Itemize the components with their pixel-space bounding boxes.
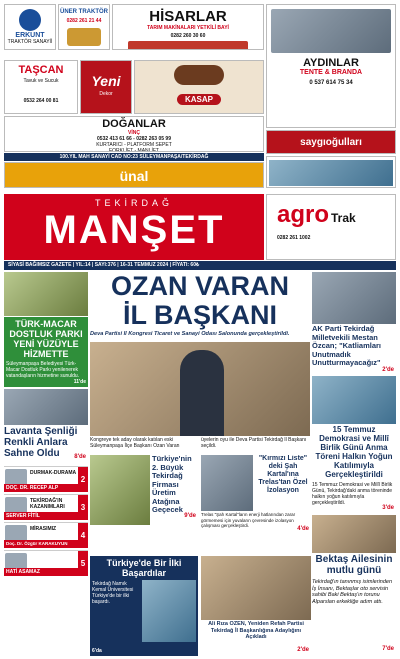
- right-story3[interactable]: [312, 554, 396, 654]
- agro-title: agro: [277, 201, 330, 228]
- mid-story3-title: Türkiye'de Bir İlki Başardılar: [106, 558, 182, 578]
- mid-story3[interactable]: [90, 556, 198, 656]
- column-2-topic: TEKİRDAĞ'IN KAZANIMLARI: [30, 498, 65, 510]
- right-story3-body: Tekirdağ'ın tanınmış isimlerinden İş İnsanı, Bektaşlar oto servisin sahibi Baki Bektaş'ın torunu Alparslan erkekliğe adım attı.: [312, 579, 393, 605]
- column-3-page: 4: [78, 523, 88, 548]
- right-story2-photo[interactable]: [312, 376, 396, 424]
- left-story1-body: Süleymanpaşa Belediyesi Türk-Macar Dostluk Parkı yenilenerek vatandaşların hizmetine sunuldu.: [6, 361, 80, 379]
- saygiogullari-title: saygıoğulları: [300, 137, 362, 148]
- erkunt-logo-icon: [19, 9, 41, 31]
- hisarlar-phone: 0282 260 30 60: [170, 33, 206, 39]
- mid-story1[interactable]: [152, 455, 198, 555]
- ad-agrotrak[interactable]: [266, 194, 396, 260]
- right-story1[interactable]: [312, 325, 396, 375]
- lead-subhead: Deva Partisi İl Kongresi Ticaret ve Sanayi Odası Salonunda gerçekleştirildi.: [90, 331, 290, 337]
- mid-story2-title: "Kırmızı Liste" deki Şah Kartal'ına Trelas'tan Özel İzolasyon: [258, 455, 308, 494]
- agro-phone: 0282 261 1002: [277, 235, 311, 241]
- masthead-strap: SİYASİ BAĞIMSIZ GAZETE | YIL:14 | SAYI:376 | 16-31 TEMMUZ 2024 | FİYATI: 60₺: [8, 262, 200, 268]
- agro-sub: Trak: [331, 211, 356, 225]
- ad-yeni[interactable]: [80, 60, 132, 114]
- mid-story1-photo[interactable]: [90, 455, 150, 525]
- tascan-sub: Tavuk ve Sucuk: [23, 78, 59, 84]
- right-story3-photo[interactable]: [312, 515, 396, 553]
- sanayi-address: 100.YIL MAH SANAYİ CAD NO:23 SÜLEYMANPAŞA/TEKİRDAĞ: [59, 154, 209, 160]
- column-3[interactable]: [4, 522, 88, 548]
- mid-story4-photo[interactable]: [201, 556, 311, 620]
- yeni-title: Yeni: [91, 73, 121, 89]
- left-story2-title: Lavanta Şenliği Renkli Anlara Sahne Oldu: [4, 426, 78, 459]
- right-story2-page: 3'de: [382, 505, 394, 511]
- column-1-author: DOÇ. DR. RECEP ALP: [4, 484, 78, 492]
- right-story3-page: 7'de: [382, 646, 394, 652]
- portrait-figure: [180, 350, 224, 436]
- left-story1-page: 11'de: [73, 379, 86, 385]
- ad-uner[interactable]: [58, 4, 110, 50]
- right-story1-page: 2'de: [382, 367, 394, 373]
- ad-tascan[interactable]: [4, 60, 78, 114]
- ad-hisarlar[interactable]: [112, 4, 264, 50]
- mid-story3-page: 6'da: [92, 648, 102, 654]
- column-2-author: SERVER FİTİL: [4, 512, 78, 520]
- mid-story4-title: Ali Rıza ÖZEN, Yeniden Refah Partisi Tekirdağ İl Başkanlığına Adaylığını Açıkladı: [208, 621, 304, 640]
- yeni-sub: Dekor: [99, 91, 113, 97]
- left-story2[interactable]: [4, 426, 88, 462]
- aydinlar-title: AYDINLAR: [303, 57, 359, 69]
- ad-saygiogullari[interactable]: [266, 130, 396, 154]
- mid-story2[interactable]: [255, 455, 311, 517]
- doganlar-title: DOĞANLAR: [102, 118, 166, 130]
- lead-headline-line2: İL BAŞKANI: [122, 300, 277, 330]
- cow-icon: [174, 65, 224, 85]
- right-story3-title: Bektaş Ailesinin mutlu günü: [315, 554, 393, 576]
- lead-headline-line1: OZAN VARAN: [111, 272, 289, 301]
- mid-story3-body: Tekirdağ Namık Kemal Üniversitesi Türkiye'de bir ilki başardı.: [92, 581, 134, 605]
- sanayi-address-bar: [4, 153, 264, 161]
- mid-story2-body-block[interactable]: [201, 512, 311, 532]
- mid-story2-photo[interactable]: [201, 455, 253, 511]
- column-3-author: Doç. Dr. Özgür KARAKUYUN: [4, 540, 78, 548]
- right-story1-photo[interactable]: [312, 272, 396, 324]
- doganlar-line2: KURTARICI - PLATFORM SEPET: [96, 142, 172, 148]
- left-story1[interactable]: [4, 317, 88, 387]
- ad-unal[interactable]: [4, 162, 264, 188]
- mid-story3-photo: [142, 580, 196, 642]
- ad-trucks[interactable]: [266, 156, 396, 188]
- masthead: [4, 194, 264, 260]
- right-story2-title: 15 Temmuz Demokrasi ve Millî Birlik Günü Anma Töreni Halkın Yoğun Katılımıyla Gerçekleştirildi: [315, 425, 393, 479]
- uner-phone: 0282 261 21 44: [66, 18, 102, 24]
- doganlar-sub: VİNÇ: [128, 130, 140, 136]
- column-1-page: 2: [78, 467, 88, 492]
- column-2[interactable]: [4, 494, 88, 520]
- mid-story4-page: 2'de: [297, 647, 309, 653]
- left-story2-photo[interactable]: [4, 389, 88, 425]
- ad-erkunt[interactable]: [4, 4, 56, 50]
- column-4-author: HATİ ASAMAZ: [4, 568, 78, 576]
- erkunt-brand: ERKUNT: [15, 32, 45, 39]
- column-4-page: 5: [78, 551, 88, 576]
- masthead-city: TEKİRDAĞ: [94, 198, 173, 208]
- left-story1-title: TÜRK-MACAR DOSTLUK PARKI YENİ YÜZÜYLE HİZMETTE: [9, 319, 83, 359]
- lead-caption-left: Kongreye tek aday olarak katılan eski Süleymanpaşa İlçe Başkanı Ozan Varan: [90, 437, 180, 449]
- mid-story1-title: Türkiye'nin 2. Büyük Tekirdağ Firması Üretim Atağına Geçecek: [152, 455, 192, 514]
- right-story2-body: 15 Temmuz Demokrasi ve Millî Birlik Günü, Tekirdağ'daki anma töreninde halkın yoğun katılımıyla gerçekleştirildi.: [312, 482, 393, 506]
- mid-story2-body: Trelas "Şah Kartal"ların enerji hatlarından zarar görmemesi için yuvaların çevresinde izolasyon çalışması gerçekleştirdi.: [201, 512, 296, 528]
- hisarlar-sub: TARIM MAKİNALARI YETKİLİ BAYİ: [147, 25, 229, 31]
- doganlar-phone: 0532 413 61 66 - 0282 263 05 99: [97, 136, 171, 142]
- doganlar-line3: FORKLİFT - MANLİFT: [109, 148, 159, 152]
- unal-title: ünal: [119, 168, 149, 184]
- ad-aydinlar[interactable]: [266, 4, 396, 128]
- column-2-page: 3: [78, 495, 88, 520]
- aydinlar-phone: 0 537 614 75 34: [309, 80, 353, 86]
- mid-story1-page: 9'de: [184, 513, 196, 519]
- mid-story4[interactable]: [201, 621, 311, 655]
- lead-caption-right: üyelerin oyu ile Deva Partisi Tekirdağ İl Başkanı seçildi.: [201, 437, 307, 449]
- ad-doganlar[interactable]: [4, 116, 264, 152]
- erkunt-sub: TRAKTÖR SANAYİİ: [7, 39, 53, 45]
- ad-kasap[interactable]: [134, 60, 264, 114]
- right-story2[interactable]: [312, 425, 396, 513]
- column-4[interactable]: [4, 550, 88, 576]
- column-1[interactable]: [4, 466, 88, 492]
- right-story1-title: AK Parti Tekirdağ Milletvekili Mestan Özcan; "Katliamları Unutmadık Unutturmayacağız": [312, 325, 381, 367]
- lead-headline[interactable]: [90, 272, 310, 330]
- kasap-title: KASAP: [177, 94, 221, 105]
- left-story2-page: 8'de: [74, 454, 86, 460]
- tascan-title: TAŞCAN: [18, 64, 64, 76]
- masthead-strap-bar: [4, 261, 396, 270]
- tractor-icon: [67, 28, 101, 46]
- masthead-name: MANŞET: [43, 208, 225, 252]
- tascan-phone: 0532 264 00 81: [23, 98, 59, 104]
- left-story1-photo[interactable]: [4, 272, 88, 316]
- machinery-icon: [128, 41, 248, 50]
- column-1-topic: DURMAK-DURAMA: [30, 470, 77, 476]
- trucks-image: [269, 160, 393, 186]
- lead-photo[interactable]: [90, 342, 310, 436]
- hisarlar-title: HİSARLAR: [149, 8, 227, 25]
- aydinlar-sub: TENTE & BRANDA: [299, 69, 363, 76]
- mid-story2-page: 4'de: [297, 526, 309, 532]
- column-3-topic: MİRASIMIZ: [30, 526, 57, 532]
- uner-title: ÜNER TRAKTÖR: [60, 9, 108, 15]
- tent-image: [271, 9, 391, 53]
